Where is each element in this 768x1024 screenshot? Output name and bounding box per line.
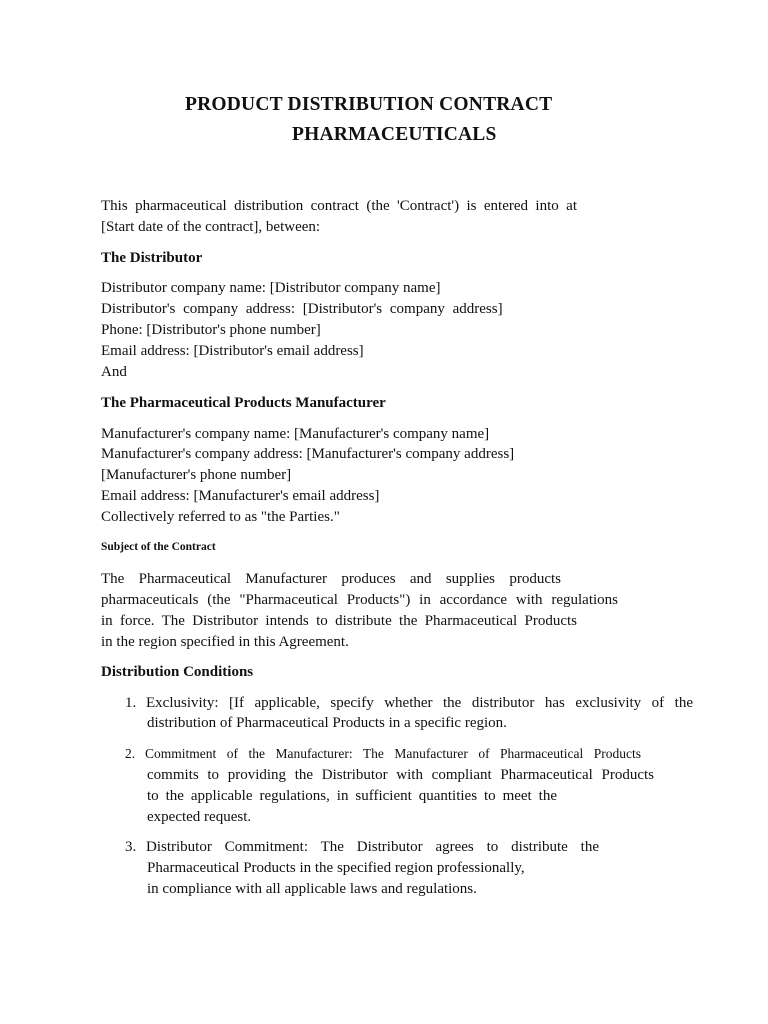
distributor-company-address: Distributor's company address: [Distributor's company address]	[101, 301, 503, 317]
list-item-number: 2.	[125, 746, 136, 761]
list-item-1-line-1: Exclusivity: [If applicable, specify whether the distributor has exclusivity of the	[146, 695, 693, 711]
parties-text: Collectively referred to as "the Parties."	[101, 509, 340, 525]
subject-line-4: in the region specified in this Agreement.	[101, 634, 349, 650]
list-item-number: 1.	[125, 695, 137, 711]
subject-line-2: pharmaceuticals (the "Pharmaceutical Products") in accordance with regulations	[101, 592, 618, 608]
manufacturer-heading: The Pharmaceutical Products Manufacturer	[101, 395, 386, 411]
list-item-3-line-1: Distributor Commitment: The Distributor agrees to distribute the	[146, 839, 599, 855]
list-item-2-line-4: expected request.	[147, 809, 252, 825]
manufacturer-company-address: Manufacturer's company address: [Manufacturer's company address]	[101, 446, 515, 462]
list-item-3-line-2: Pharmaceutical Products in the specified region professionally,	[147, 860, 525, 876]
list-item-2-line-1: Commitment of the Manufacturer: The Manufacturer of Pharmaceutical Products	[145, 746, 641, 761]
subject-line-1: The Pharmaceutical Manufacturer produces and supplies products	[101, 571, 561, 587]
distributor-company-name: Distributor company name: [Distributor company name]	[101, 280, 441, 296]
conditions-heading: Distribution Conditions	[101, 664, 254, 680]
manufacturer-company-name: Manufacturer's company name: [Manufacturer's company name]	[101, 426, 490, 442]
and-text: And	[101, 364, 127, 380]
subject-heading: Subject of the Contract	[101, 541, 216, 553]
manufacturer-phone: [Manufacturer's phone number]	[101, 467, 292, 483]
list-item-number: 3.	[125, 839, 137, 855]
distributor-email: Email address: [Distributor's email address]	[101, 343, 364, 359]
manufacturer-email: Email address: [Manufacturer's email address]	[101, 488, 380, 504]
list-item-3-line-3: in compliance with all applicable laws and regulations.	[147, 881, 477, 897]
list-item-2-line-3: to the applicable regulations, in sufficient quantities to meet the	[147, 788, 557, 804]
subject-line-3: in force. The Distributor intends to distribute the Pharmaceutical Products	[101, 613, 577, 629]
document-title-line-2: PHARMACEUTICALS	[292, 124, 497, 145]
list-item-2-line-2: commits to providing the Distributor with compliant Pharmaceutical Products	[147, 767, 654, 783]
intro-line-2: [Start date of the contract], between:	[101, 219, 321, 235]
list-item-1-line-2: distribution of Pharmaceutical Products in a specific region.	[147, 715, 507, 731]
distributor-phone: Phone: [Distributor's phone number]	[101, 322, 321, 338]
document-title-line-1: PRODUCT DISTRIBUTION CONTRACT	[185, 94, 553, 115]
distributor-heading: The Distributor	[101, 250, 203, 266]
intro-line-1: This pharmaceutical distribution contract (the 'Contract') is entered into at	[101, 198, 577, 214]
